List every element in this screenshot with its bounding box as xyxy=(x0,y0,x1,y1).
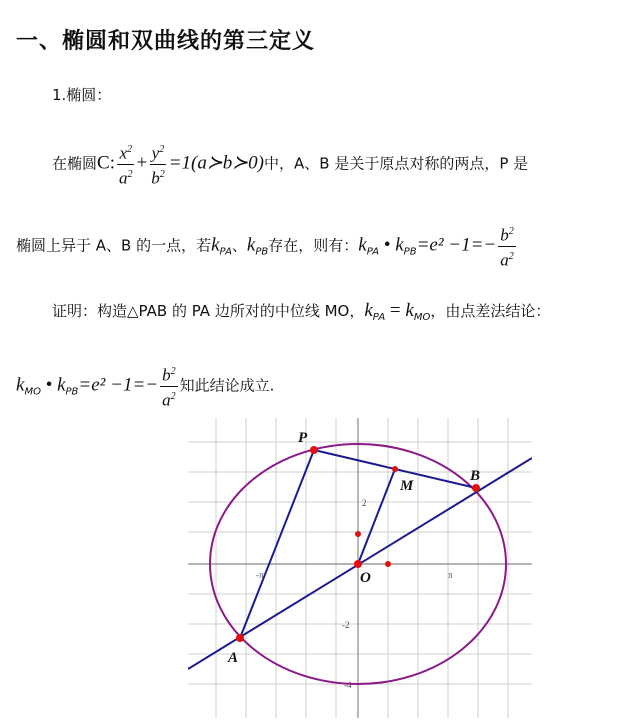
label-a: A xyxy=(228,650,239,666)
label-o: O xyxy=(360,570,371,586)
subsection-heading: 1.椭圆： xyxy=(52,86,112,104)
k-symbol: k xyxy=(16,374,25,396)
pa-subscript: PA xyxy=(219,246,232,258)
fraction-y2-b2: $\frac{y^2}{b^2}$ xyxy=(149,140,167,188)
point-o xyxy=(354,560,362,568)
k-symbol: k xyxy=(211,234,220,256)
equation-tail: =1(a≻b≻0) xyxy=(168,152,265,174)
point-extra-2 xyxy=(385,561,391,567)
k-symbol: k xyxy=(246,234,256,256)
k-symbol: k xyxy=(358,234,367,256)
label-m: M xyxy=(400,478,414,494)
tick-label-neg-pi: -π xyxy=(256,570,264,580)
fraction-b2-a2: $\frac{b^2}{a^2}$ xyxy=(498,222,516,270)
tick-label-neg2: -2 xyxy=(342,620,350,630)
fraction-b2-a2: $\frac{b^2}{a^2}$ xyxy=(160,362,178,410)
slope-product-formula: =e² −1=− xyxy=(416,234,497,256)
paragraph-proof: 证明：构造△PAB 的 PA 边所对的中位线 MO，$k_{PA} = k_{MO}$，由点差法结论： xyxy=(52,300,551,323)
grid xyxy=(188,418,532,718)
para2-exist: 存在，则有： xyxy=(268,236,359,255)
point-p xyxy=(310,446,318,454)
para2-prefix: 椭圆上异于 A、B 的一点，若 xyxy=(16,236,212,255)
point-b xyxy=(472,484,480,492)
tick-label-pi: π xyxy=(448,570,453,580)
conclusion-suffix: 知此结论成立. xyxy=(179,376,275,395)
proof-text: 证明：构造△PAB 的 PA 边所对的中位线 MO， xyxy=(52,302,365,320)
k-symbol: k xyxy=(395,234,404,256)
section-heading: 一、椭圆和双曲线的第三定义 xyxy=(16,29,316,54)
point-a xyxy=(236,634,244,642)
pb-subscript: PB xyxy=(403,246,417,258)
tick-label-neg4: -4 xyxy=(344,680,352,690)
conclusion-formula: =e² −1=− xyxy=(78,374,159,396)
paragraph-slope-condition: 椭圆上异于 A、B 的一点，若$k_{PA}$、$k_{PB}$存在，则有：$k_{PA}$ • $k_{PB}=e^2 -1=-$ $\frac{b^2}{a^2}$ xyxy=(16,222,518,270)
mo-subscript: MO xyxy=(24,386,41,398)
paragraph-conclusion: $k_{MO}$ • $k_{PB}=e^2 -1=-$ $\frac{b^2}{a^2}$ 知此结论成立. xyxy=(16,362,274,410)
pa-subscript: PA xyxy=(372,312,386,323)
k-symbol: k xyxy=(57,374,66,396)
k-symbol: k xyxy=(364,300,373,321)
ellipse-figure xyxy=(188,418,532,718)
axes xyxy=(188,418,532,718)
pa-subscript: PA xyxy=(366,246,380,258)
para1-suffix: 中，A、B 是关于原点对称的两点，P 是 xyxy=(264,154,529,173)
fraction-x2-a2: $\frac{x^2}{a^2}$ xyxy=(117,140,135,188)
pb-subscript: PB xyxy=(65,386,79,398)
proof-tail: ，由点差法结论： xyxy=(430,302,551,320)
paragraph-ellipse-definition: 在椭圆C: $\frac{x^2}{a^2}$ + $\frac{y^2}{b^2}$ =1(a≻b≻0)中，A、B 是关于原点对称的两点，P 是 xyxy=(52,140,528,188)
k-symbol: k xyxy=(405,300,414,321)
tick-label-2: 2 xyxy=(362,498,367,508)
segment-pa xyxy=(240,450,314,638)
pb-subscript: PB xyxy=(255,246,269,258)
ellipse-name: C: xyxy=(97,152,115,174)
separator: 、 xyxy=(231,236,247,255)
label-p: P xyxy=(298,430,308,446)
segment-mo xyxy=(358,469,395,564)
point-extra-1 xyxy=(355,531,361,537)
point-m xyxy=(392,466,398,472)
mo-subscript: MO xyxy=(413,312,431,323)
label-b: B xyxy=(470,468,481,484)
para1-prefix: 在椭圆 xyxy=(52,154,98,173)
